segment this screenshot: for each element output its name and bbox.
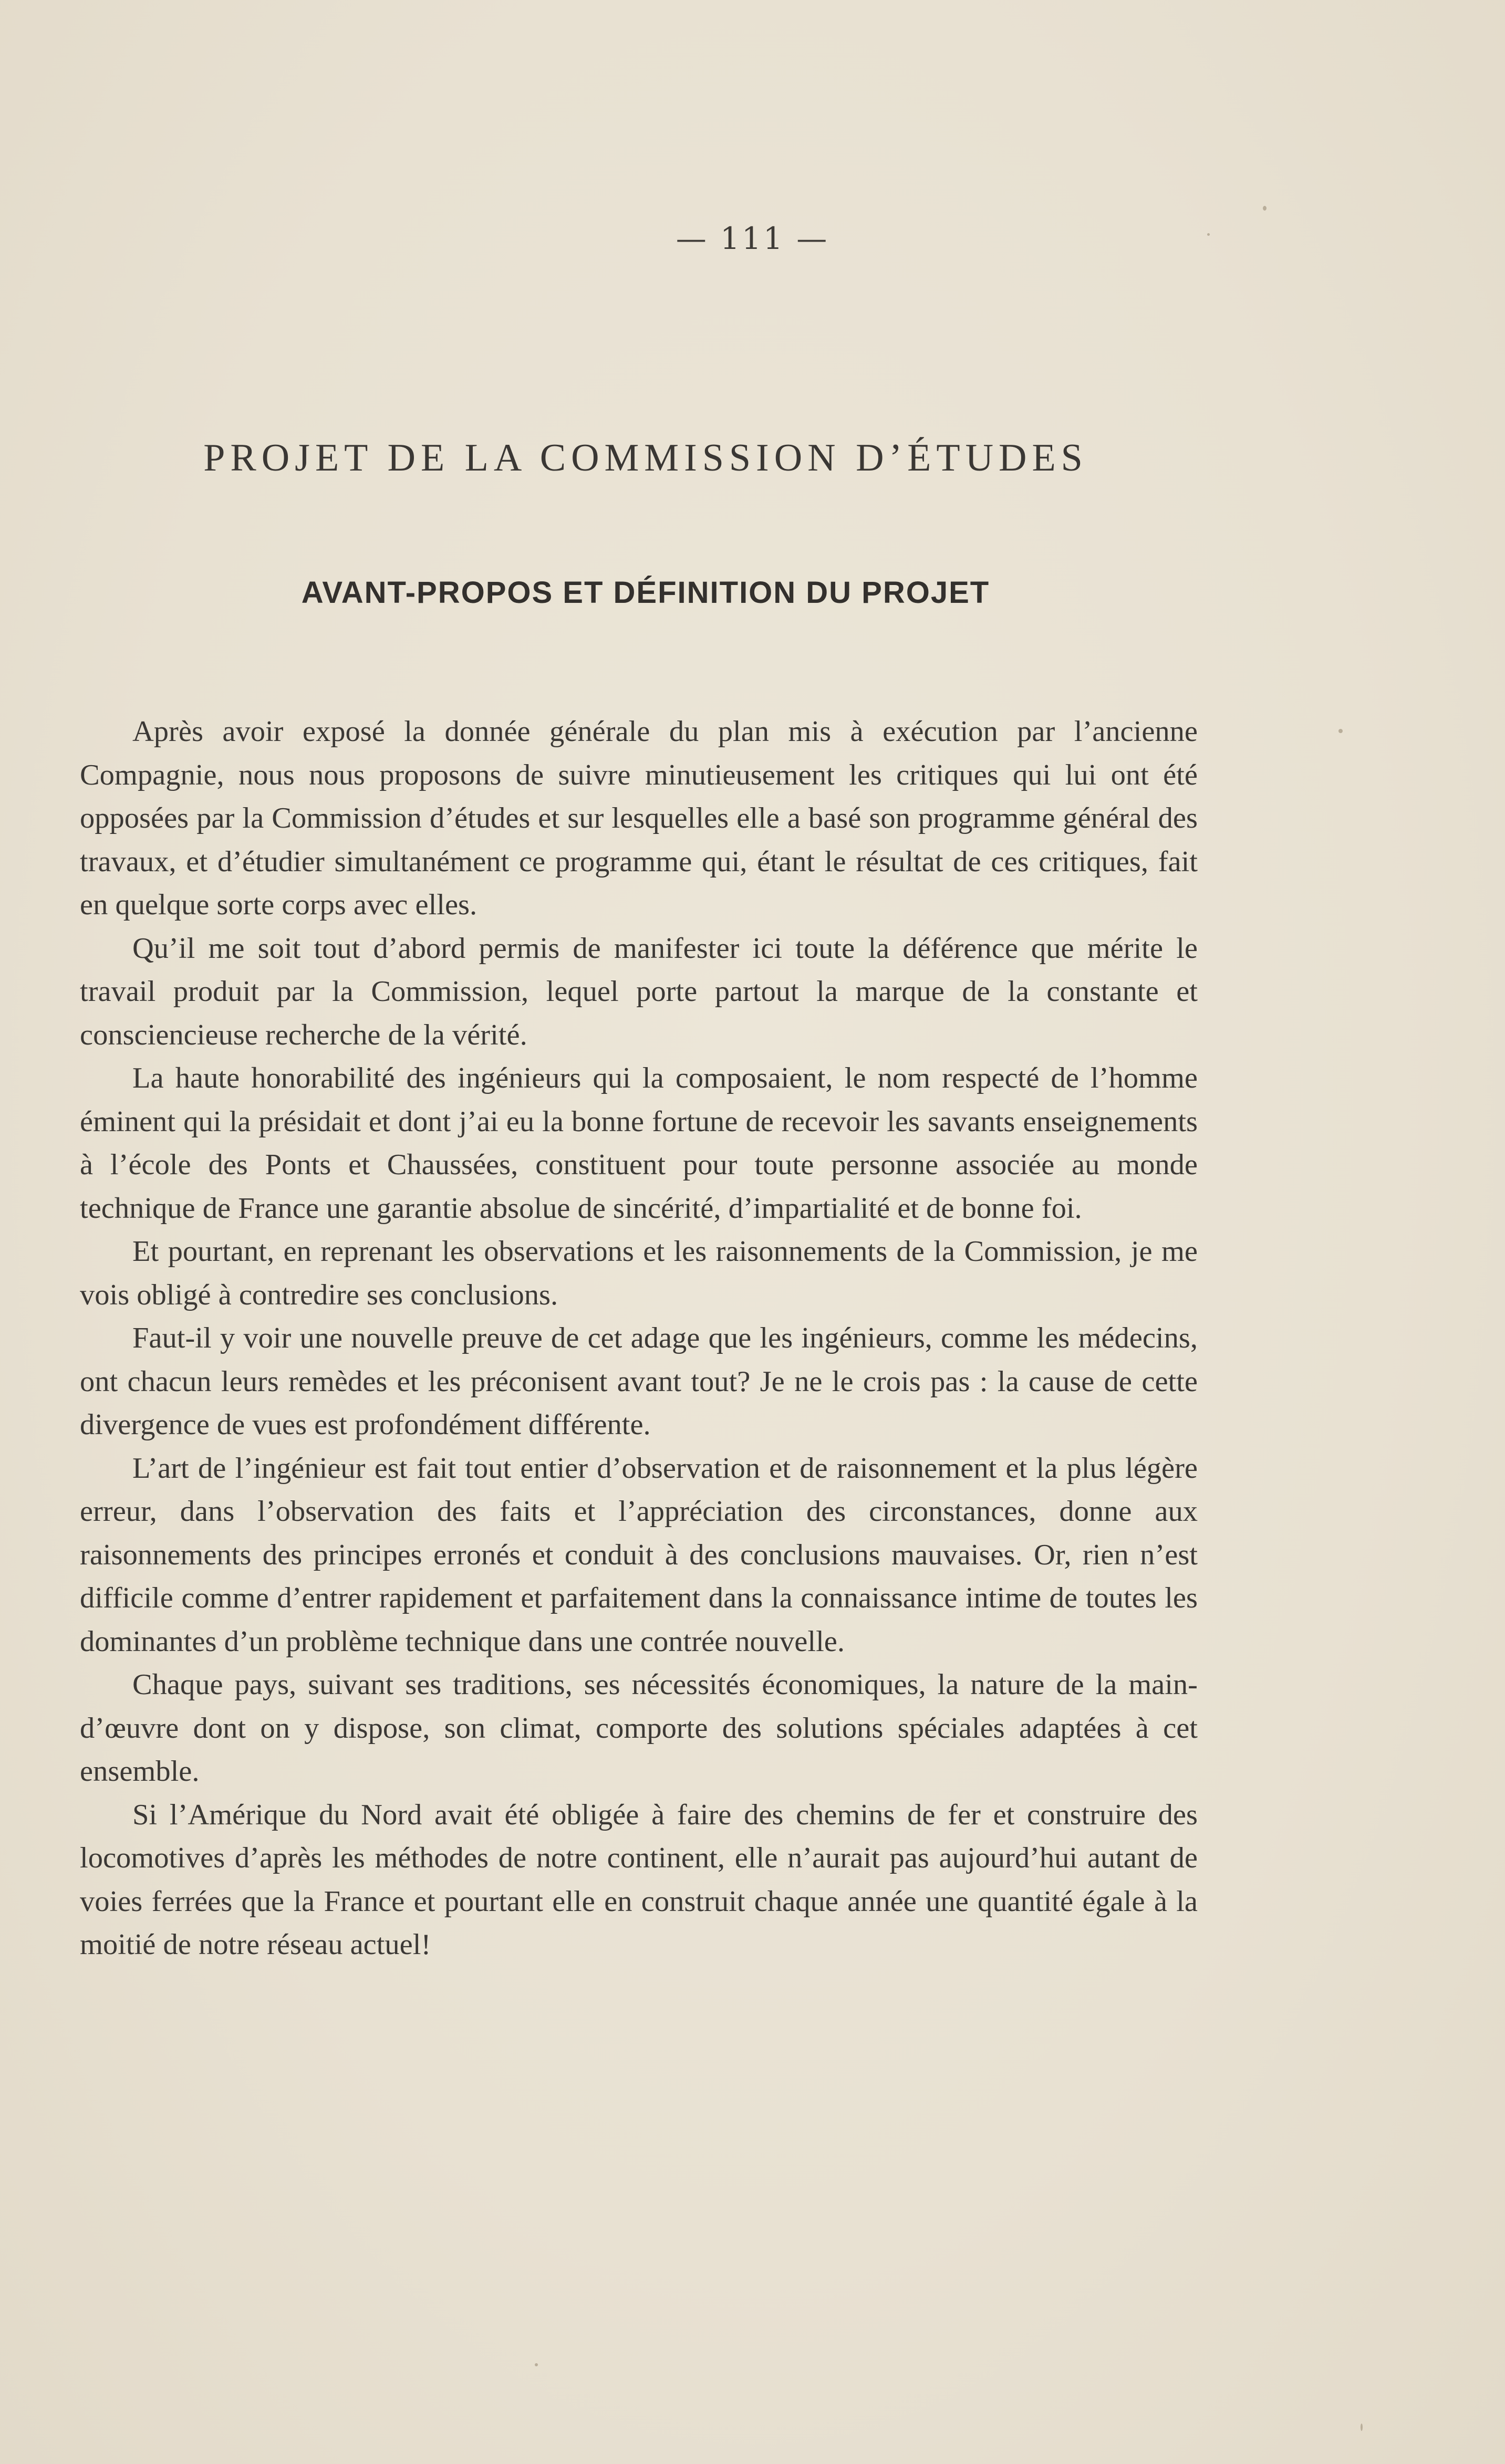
paragraph: L’art de l’ingénieur est fait tout entier d’observation et de raisonnement et la plus légère erreur, dans l’observation des faits et l’appréciation des circonstances, donne aux raisonnements des principes erronés et conduit à des conclusions mauvaises. Or, rien n’est difficile comme d’entrer rapidement et parfaitement dans la connaissance intime de toutes les dominantes d’un problème technique dans une contrée nouvelle. — [80, 1452, 1198, 1658]
paragraph: Faut-il y voir une nouvelle preuve de cet adage que les ingénieurs, comme les médecins, ont chacun leurs remèdes et les préconisent avant tout? Je ne le crois pas : la cause de cette divergence de vues est profondément différente. — [80, 1322, 1198, 1441]
section-subtitle: AVANT-PROPOS ET DÉFINITION DU PROJET — [301, 576, 990, 610]
paragraph: Qu’il me soit tout d’abord permis de manifester ici toute la déférence que mérite le travail produit par la Commission, lequel porte partout la marque de la constante et consciencieuse recherche de la vérité. — [80, 932, 1198, 1051]
paper-speck — [1361, 2424, 1363, 2431]
paragraph: La haute honorabilité des ingénieurs qui la composaient, le nom respecté de l’homme éminent qui la présidait et dont j’ai eu la bonne fortune de recevoir les savants enseignements à l’école des Ponts et Chaussées, constituent pour toute personne associée au monde technique de France une garantie absolue de sincérité, d’impartialité et de bonne foi. — [80, 1062, 1198, 1225]
paper-speck — [1263, 206, 1267, 211]
paragraph: Après avoir exposé la donnée générale du plan mis à exécution par l’ancienne Compagnie, nous nous proposons de suivre minutieusement les critiques qui lui ont été opposées par la Commission d’études et sur lesquelles elle a basé son programme général des travaux, et d’étudier simultanément ce programme qui, étant le résultat de ces critiques, fait en quelque sorte corps avec elles. — [80, 715, 1198, 921]
paragraph: Et pourtant, en reprenant les observations et les raisonnements de la Commission, je me vois obligé à contredire ses conclusions. — [80, 1235, 1198, 1311]
paragraph: Chaque pays, suivant ses traditions, ses nécessités économiques, la nature de la main-d’œuvre dont on y dispose, son climat, comporte des solutions spéciales adaptées à cet ensemble. — [80, 1668, 1198, 1788]
paper-speck — [1338, 729, 1343, 733]
page-number: — 111 — — [676, 221, 829, 256]
paper-speck — [535, 2363, 538, 2366]
chapter-title: PROJET DE LA COMMISSION D’ÉTUDES — [203, 436, 1088, 479]
paper-speck — [1207, 233, 1210, 236]
paragraph: Si l’Amérique du Nord avait été obligée à faire des chemins de fer et construire des locomotives d’après les méthodes de notre continent, elle n’aurait pas aujourd’hui autant de voies ferrées que la France et pourtant elle en construit chaque année une quantité égale à la moitié de notre réseau actuel! — [80, 1798, 1198, 1961]
body-text — [80, 710, 1198, 1967]
